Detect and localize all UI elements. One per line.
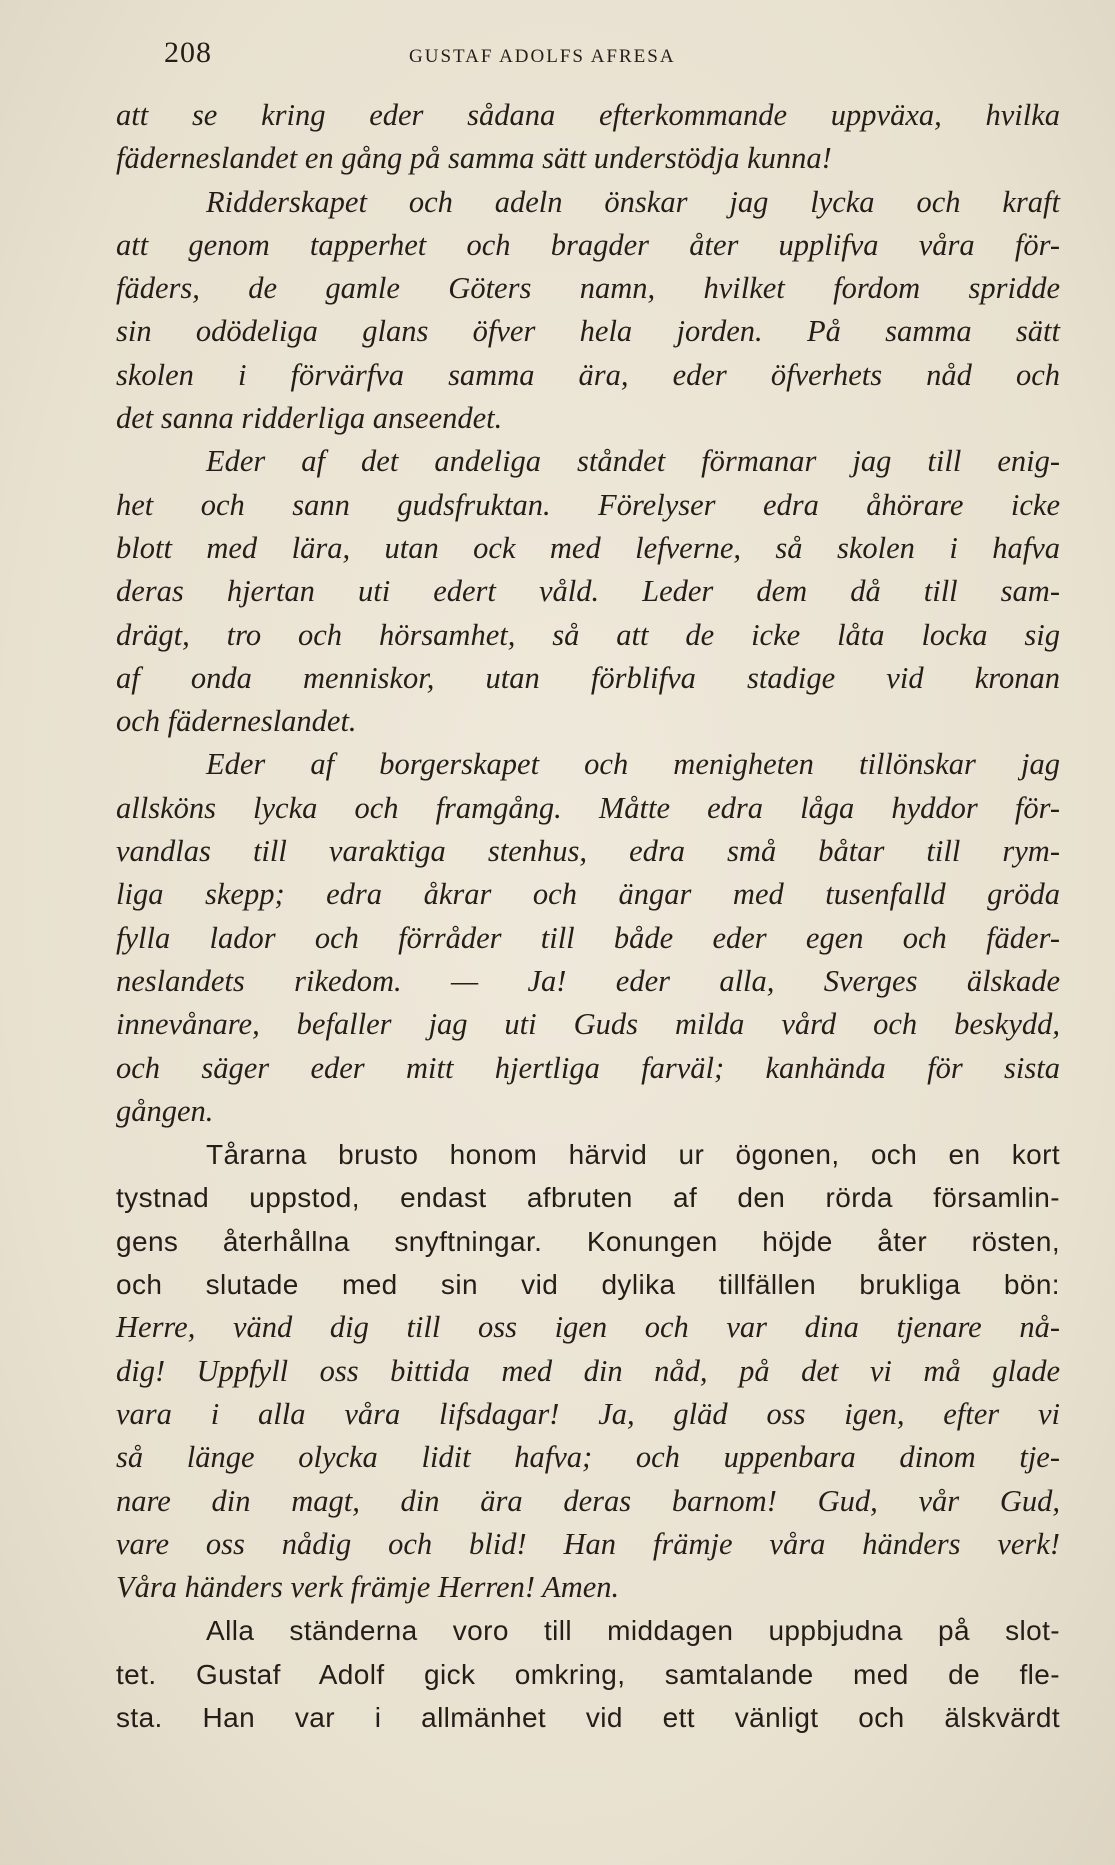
- text-line: Herre, vänd dig till oss igen och var dina tjenare nå-: [116, 1310, 1060, 1345]
- text-line: Våra händers verk främje Herren! Amen.: [116, 1570, 620, 1605]
- text-line: skolen i förvärfva samma ära, eder öfverhets nåd och: [116, 357, 1060, 392]
- text-line: deras hjertan uti edert våld. Leder dem då till sam-: [116, 574, 1060, 609]
- text-line: fäderneslandet en gång på samma sätt understödja kunna!: [116, 141, 832, 176]
- text-line: och fäderneslandet.: [116, 704, 357, 739]
- text-line: fäders, de gamle Göters namn, hvilket fordom spridde: [116, 271, 1060, 306]
- text-line: tet. Gustaf Adolf gick omkring, samtalande med de fle-: [116, 1658, 1060, 1690]
- text-line: tystnad uppstod, endast afbruten af den rörda församlin-: [116, 1182, 1060, 1214]
- text-line: neslandets rikedom. — Ja! eder alla, Sverges älskade: [116, 963, 1060, 998]
- body-text: [116, 94, 1060, 1739]
- text-line: och säger eder mitt hjertliga farväl; kanhända för sista: [116, 1050, 1060, 1085]
- text-line: gången.: [116, 1093, 214, 1128]
- text-line: och slutade med sin vid dylika tillfällen brukliga bön:: [116, 1269, 1060, 1301]
- text-line: sta. Han var i allmänhet vid ett vänligt och älskvärdt: [116, 1701, 1060, 1733]
- text-line: det sanna ridderliga anseendet.: [116, 401, 503, 436]
- text-line: dig! Uppfyll oss bittida med din nåd, på det vi må glade: [116, 1353, 1060, 1388]
- text-line: vara i alla våra lifsdagar! Ja, gläd oss igen, efter vi: [116, 1396, 1060, 1431]
- text-line: nare din magt, din ära deras barnom! Gud, vår Gud,: [116, 1483, 1060, 1518]
- page-number: 208: [164, 36, 212, 69]
- text-line: Tårarna brusto honom härvid ur ögonen, och en kort: [206, 1139, 1060, 1171]
- text-line: sin odödeliga glans öfver hela jorden. På samma sätt: [116, 314, 1060, 349]
- text-line: vare oss nådig och blid! Han främje våra händers verk!: [116, 1526, 1060, 1561]
- text-line: liga skepp; edra åkrar och ängar med tusenfalld gröda: [116, 877, 1060, 912]
- text-line: drägt, tro och hörsamhet, så att de icke låta locka sig: [116, 617, 1060, 652]
- text-line: innevånare, befaller jag uti Guds milda vård och beskydd,: [116, 1007, 1060, 1042]
- text-line: vandlas till varaktiga stenhus, edra små båtar till rym-: [116, 834, 1060, 869]
- text-line: Eder af det andeliga ståndet förmanar jag till enig-: [206, 444, 1060, 479]
- text-line: Alla ständerna voro till middagen uppbjudna på slot-: [206, 1615, 1060, 1647]
- text-line: af onda menniskor, utan förblifva stadige vid kronan: [116, 660, 1060, 695]
- page-header: [164, 36, 1054, 76]
- text-line: så länge olycka lidit hafva; och uppenbara dinom tje-: [116, 1440, 1060, 1475]
- text-line: blott med lära, utan ock med lefverne, så skolen i hafva: [116, 530, 1060, 565]
- text-line: gens återhållna snyftningar. Konungen höjde åter rösten,: [116, 1225, 1060, 1257]
- text-line: Eder af borgerskapet och menigheten tillönskar jag: [206, 747, 1060, 782]
- text-line: att se kring eder sådana efterkommande uppväxa, hvilka: [116, 98, 1060, 132]
- running-head: GUSTAF ADOLFS AFRESA: [409, 46, 676, 67]
- text-line: Ridderskapet och adeln önskar jag lycka och kraft: [206, 184, 1060, 219]
- text-line: att genom tapperhet och bragder åter upplifva våra för-: [116, 227, 1060, 262]
- text-line: allsköns lycka och framgång. Måtte edra låga hyddor för-: [116, 790, 1060, 825]
- text-line: het och sann gudsfruktan. Förelyser edra åhörare icke: [116, 487, 1060, 522]
- text-line: fylla lador och förråder till både eder egen och fäder-: [116, 920, 1060, 955]
